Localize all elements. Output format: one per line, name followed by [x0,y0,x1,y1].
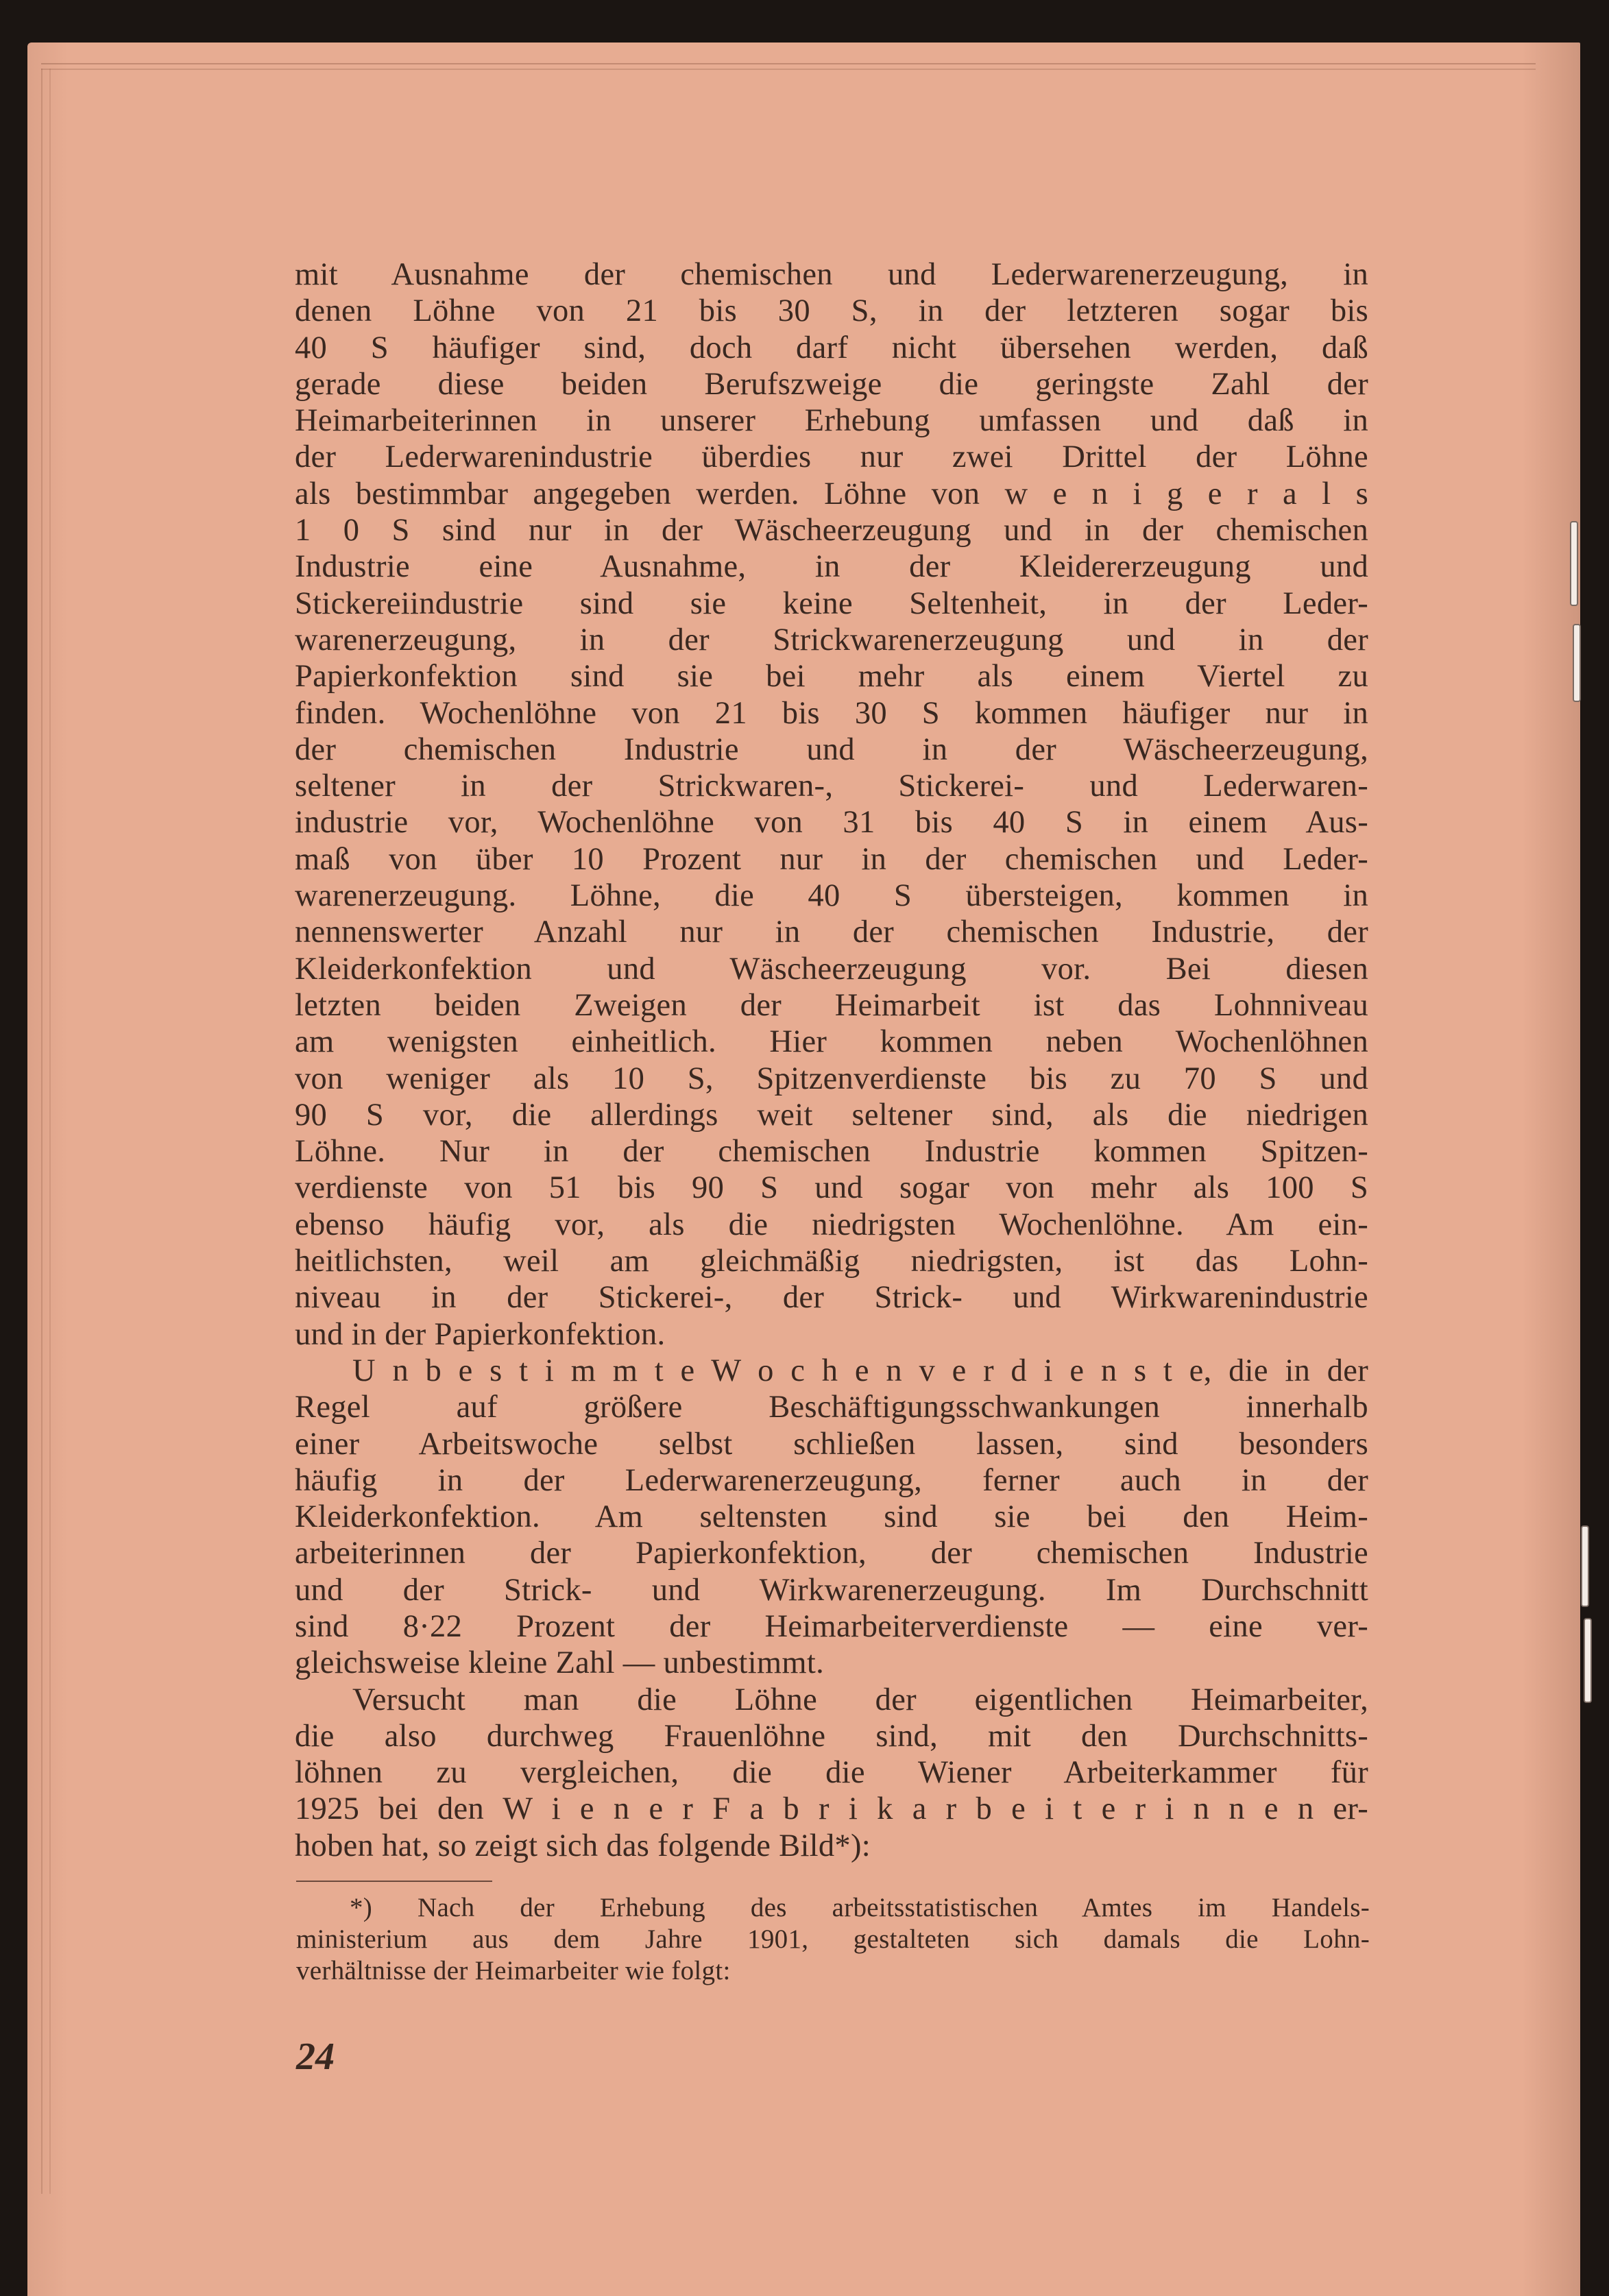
text-line-41: die also durchweg Frauenlöhne sind, mit den Durchschnitts- [295,1718,1368,1754]
text-line-22: am wenigsten einheitlich. Hier kommen neben Wochenlöhnen [295,1024,1368,1060]
text-line-44: hoben hat, so zeigt sich das folgende Bild*): [295,1828,871,1863]
text-line-8: 1 0 S sind nur in der Wäscheerzeugung und in der chemischen [295,513,1368,548]
text-line-37: und der Strick- und Wirkwarenerzeugung. Im Durchschnitt [295,1572,1368,1608]
body-text [295,256,1368,1864]
text-line-7: als bestimmbar angegeben werden. Löhne von w e n i g e r a l s [295,476,1368,511]
page-number: 24 [296,2035,335,2078]
text-line-28: heitlichsten, weil am gleichmäßig niedrigsten, ist das Lohn- [295,1244,1368,1279]
footnote [296,1892,1370,1987]
text-line-24: 90 S vor, die allerdings weit seltener sind, als die niedrigen [295,1097,1368,1133]
text-line-35: Kleiderkonfektion. Am seltensten sind sie bei den Heim- [295,1499,1368,1535]
text-line-38: sind 8·22 Prozent der Heimarbeiterverdienste — eine ver- [295,1608,1368,1644]
text-line-42: löhnen zu vergleichen, die die Wiener Arbeiterkammer für [295,1755,1368,1791]
text-line-6: der Lederwarenindustrie überdies nur zwei Drittel der Löhne [295,439,1368,475]
text-line-43: 1925 bei den W i e n e r F a b r i k a r b e i t e r i n n e n er- [295,1791,1368,1827]
footnote-line-2: ministerium aus dem Jahre 1901, gestalteten sich damals die Lohn- [296,1924,1370,1954]
text-line-29: niveau in der Stickerei-, der Strick- und Wirkwarenindustrie [295,1280,1368,1316]
text-line-33: einer Arbeitswoche selbst schließen lassen, sind besonders [295,1426,1368,1462]
staple-mark-1 [1570,521,1578,606]
text-line-34: häufig in der Lederwarenerzeugung, ferner auch in der [295,1462,1368,1498]
text-line-31: U n b e s t i m m t e W o c h e n v e r d i e n s t e, die in der [352,1353,1368,1388]
text-line-4: gerade diese beiden Berufszweige die geringste Zahl der [295,366,1368,402]
text-line-18: warenerzeugung. Löhne, die 40 S übersteigen, kommen in [295,878,1368,914]
text-line-25: Löhne. Nur in der chemischen Industrie kommen Spitzen- [295,1134,1368,1170]
staple-mark-3 [1581,1525,1589,1607]
footnote-line-3: verhältnisse der Heimarbeiter wie folgt: [296,1956,731,1985]
text-line-32: Regel auf größere Beschäftigungsschwankungen innerhalb [295,1390,1368,1425]
text-line-40: Versucht man die Löhne der eigentlichen Heimarbeiter, [352,1682,1368,1717]
paper-edge-top [41,63,1536,70]
text-line-39: gleichsweise kleine Zahl — unbestimmt. [295,1645,825,1681]
text-line-16: industrie vor, Wochenlöhne von 31 bis 40 S in einem Aus- [295,805,1368,841]
text-line-12: Papierkonfektion sind sie bei mehr als einem Viertel zu [295,659,1368,694]
staple-mark-4 [1584,1618,1592,1703]
text-line-15: seltener in der Strickwaren-, Stickerei- und Lederwaren- [295,769,1368,804]
staple-mark-2 [1573,624,1581,702]
paper-edge-left [41,69,51,2194]
text-line-27: ebenso häufig vor, als die niedrigsten Wochenlöhne. Am ein- [295,1207,1368,1242]
footnote-separator [296,1881,492,1882]
text-line-19: nennenswerter Anzahl nur in der chemischen Industrie, der [295,915,1368,950]
text-line-11: warenerzeugung, in der Strickwarenerzeugung und in der [295,622,1368,657]
text-line-5: Heimarbeiterinnen in unserer Erhebung umfassen und daß in [295,403,1368,439]
text-line-9: Industrie eine Ausnahme, in der Kleidererzeugung und [295,549,1368,585]
text-line-30: und in der Papierkonfektion. [295,1316,666,1352]
text-line-36: arbeiterinnen der Papierkonfektion, der chemischen Industrie [295,1536,1368,1571]
text-line-20: Kleiderkonfektion und Wäscheerzeugung vor. Bei diesen [295,951,1368,987]
text-line-26: verdienste von 51 bis 90 S und sogar von mehr als 100 S [295,1170,1368,1206]
footnote-line-1: *) Nach der Erhebung des arbeitsstatistischen Amtes im Handels- [350,1893,1370,1922]
text-line-10: Stickereiindustrie sind sie keine Seltenheit, in der Leder- [295,585,1368,621]
text-line-17: maß von über 10 Prozent nur in der chemischen und Leder- [295,841,1368,877]
text-line-14: der chemischen Industrie und in der Wäscheerzeugung, [295,732,1368,767]
text-line-23: von weniger als 10 S, Spitzenverdienste bis zu 70 S und [295,1061,1368,1096]
text-line-1: mit Ausnahme der chemischen und Lederwarenerzeugung, in [295,257,1368,292]
text-line-13: finden. Wochenlöhne von 21 bis 30 S kommen häufiger nur in [295,695,1368,731]
text-line-3: 40 S häufiger sind, doch darf nicht übersehen werden, daß [295,330,1368,365]
text-line-21: letzten beiden Zweigen der Heimarbeit ist das Lohnniveau [295,987,1368,1023]
text-line-2: denen Löhne von 21 bis 30 S, in der letzteren sogar bis [295,293,1368,329]
